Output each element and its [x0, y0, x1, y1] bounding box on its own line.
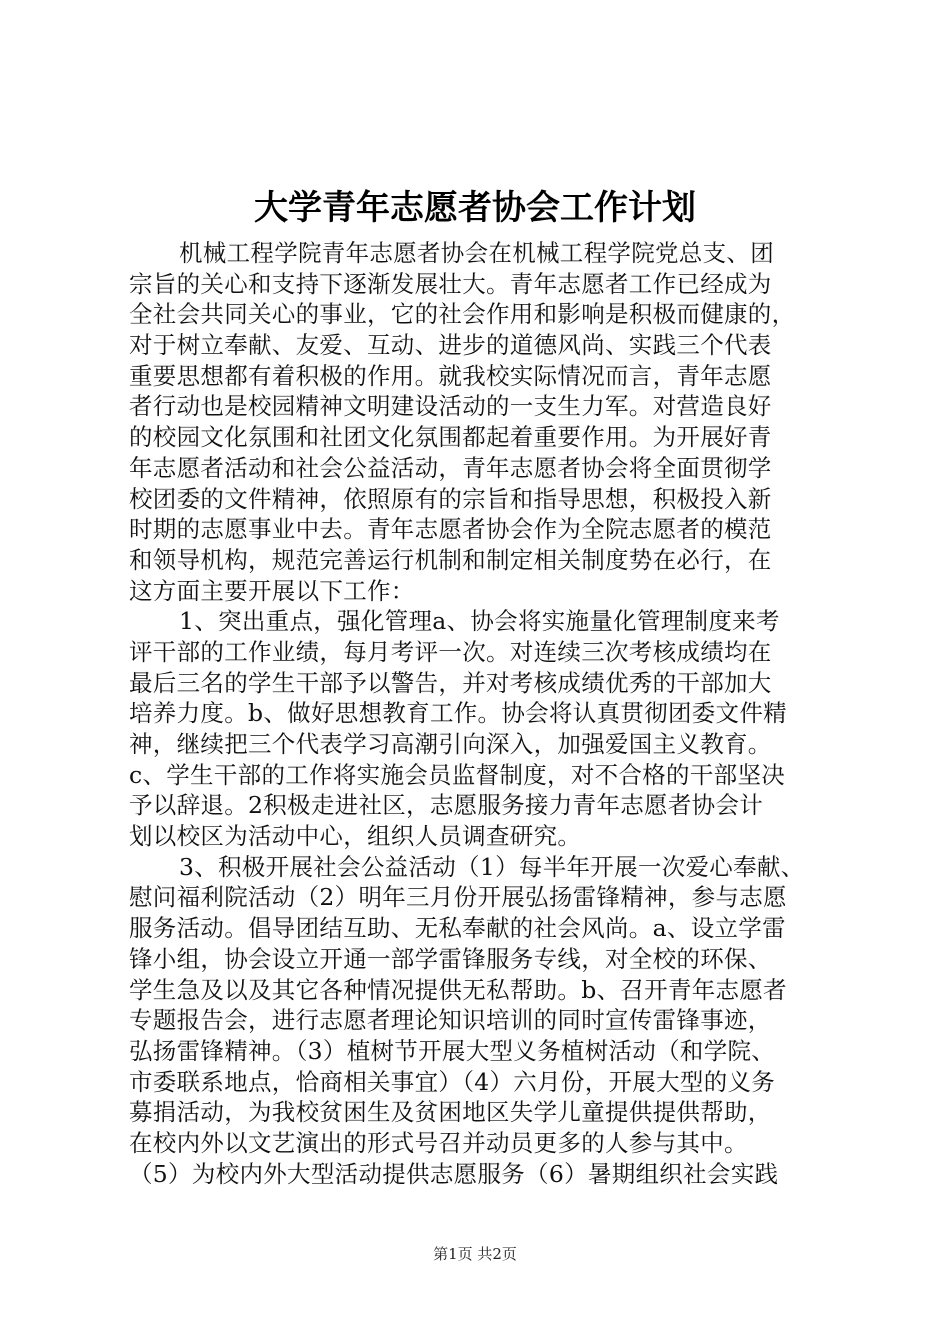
text-line: 评干部的工作业绩，每月考评一次。对连续三次考核成绩均在 — [129, 637, 772, 666]
text-line: 募捐活动，为我校贫困生及贫困地区失学儿童提供提供帮助， — [129, 1098, 772, 1127]
text-line: 重要思想都有着积极的作用。就我校实际情况而言，青年志愿 — [129, 361, 772, 390]
text-line: 在校内外以文艺演出的形式号召并动员更多的人参与其中。 — [129, 1128, 748, 1157]
text-line: 和领导机构，规范完善运行机制和制定相关制度势在必行，在 — [129, 545, 772, 574]
text-line: 对于树立奉献、友爱、互动、进步的道德风尚、实践三个代表 — [129, 331, 772, 360]
text-line: 市委联系地点，恰商相关事宜）（4）六月份，开展大型的义务 — [129, 1067, 776, 1096]
text-line: 最后三名的学生干部予以警告，并对考核成绩优秀的干部加大 — [129, 668, 772, 697]
text-line: 服务活动。倡导团结互助、无私奉献的社会风尚。a、设立学雷 — [129, 914, 786, 943]
text-line: 神，继续把三个代表学习高潮引向深入，加强爱国主义教育。 — [129, 730, 772, 758]
text-line: 的校园文化氛围和社团文化氛围都起着重要作用。为开展好青 — [129, 423, 772, 452]
text-line: 机械工程学院青年志愿者协会在机械工程学院党总支、团 — [179, 239, 774, 267]
text-line: 弘扬雷锋精神。（3）植树节开展大型义务植树活动（和学院、 — [129, 1036, 776, 1065]
text-line: 全社会共同关心的事业，它的社会作用和影响是积极而健康的， — [129, 300, 796, 329]
text-line: 宗旨的关心和支持下逐渐发展壮大。青年志愿者工作已经成为 — [129, 269, 772, 298]
text-line: 予以辞退。2积极走进社区，志愿服务接力青年志愿者协会计 — [129, 791, 764, 820]
text-line: 1、突出重点，强化管理a、协会将实施量化管理制度来考 — [179, 607, 780, 636]
text-line: 学生急及以及其它各种情况提供无私帮助。b、召开青年志愿者 — [129, 975, 787, 1004]
text-line: 专题报告会，进行志愿者理论知识培训的同时宣传雷锋事迹， — [129, 1006, 772, 1035]
text-line: 划以校区为活动中心，组织人员调查研究。 — [129, 822, 582, 851]
text-line: c、学生干部的工作将实施会员监督制度，对不合格的干部坚决 — [129, 760, 786, 789]
text-line: 校团委的文件精神，依照原有的宗旨和指导思想，积极投入新 — [129, 484, 772, 513]
document-title: 大学青年志愿者协会工作计划 — [254, 188, 696, 228]
text-line: 者行动也是校园精神文明建设活动的一支生力军。对营造良好 — [129, 392, 772, 421]
text-line: 时期的志愿事业中去。青年志愿者协会作为全院志愿者的模范 — [129, 515, 772, 544]
text-line: 慰问福利院活动（2）明年三月份开展弘扬雷锋精神，参与志愿 — [129, 883, 787, 912]
page-number-footer: 第1页 共2页 — [433, 1245, 517, 1263]
text-line: 这方面主要开展以下工作： — [129, 576, 415, 605]
text-line: （5）为校内外大型活动提供志愿服务（6）暑期组织社会实践 — [129, 1159, 779, 1188]
text-line: 3、积极开展社会公益活动（1）每半年开展一次爱心奉献、 — [179, 852, 805, 881]
text-line: 锋小组，协会设立开通一部学雷锋服务专线，对全校的环保、 — [129, 944, 772, 973]
text-line: 年志愿者活动和社会公益活动，青年志愿者协会将全面贯彻学 — [129, 453, 772, 482]
document-body — [129, 238, 841, 1189]
text-line: 培养力度。b、做好思想教育工作。协会将认真贯彻团委文件精 — [129, 699, 787, 728]
